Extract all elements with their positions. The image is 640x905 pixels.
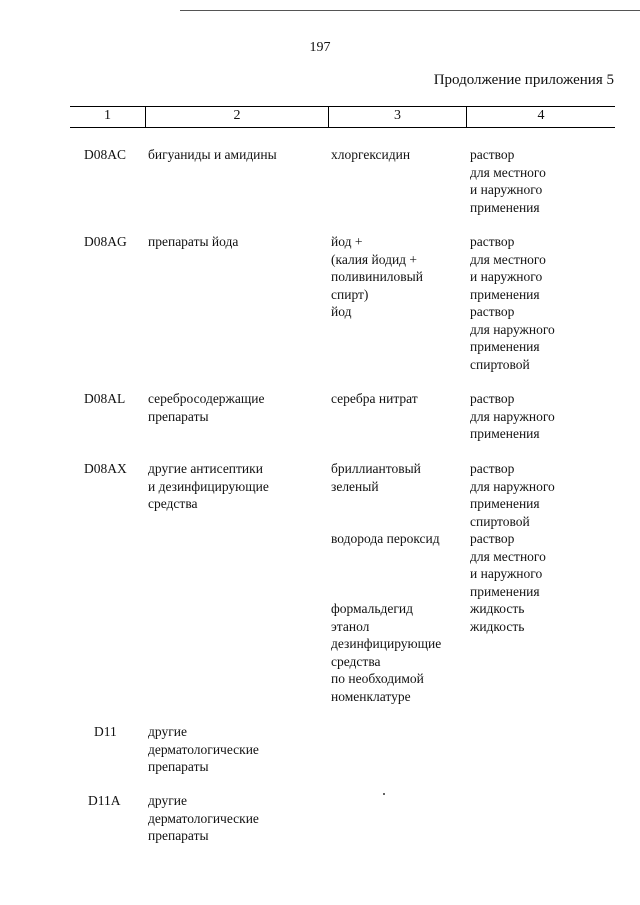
- atc-code: D11A: [88, 793, 121, 808]
- group-name: другие дерматологические препараты: [148, 724, 259, 774]
- substance-name: йод + (калия йодид + поливиниловый спирт) йод: [331, 234, 423, 319]
- atc-code: D08AG: [84, 234, 127, 249]
- group-name: другие дерматологические препараты: [148, 793, 259, 843]
- continuation-label: Продолжение приложения 5: [433, 72, 614, 88]
- dosage-form: раствор для местного и наружного применения: [470, 531, 546, 599]
- dosage-form: раствор для местного и наружного применения: [470, 147, 546, 215]
- substance-name: хлоргексидин: [331, 147, 411, 162]
- dosage-form: раствор для местного и наружного применения раствор для наружного применения спиртовой: [470, 234, 555, 372]
- substance-name: формальдегид этанол дезинфицирующие средства по необходимой номенклатуре: [331, 601, 442, 704]
- atc-code: D11: [94, 724, 117, 739]
- group-name: бигуаниды и амидины: [148, 147, 277, 162]
- dosage-form: раствор для наружного применения: [470, 391, 555, 441]
- header-col-1: 1: [104, 108, 111, 123]
- dosage-form: раствор для наружного применения спиртовой: [470, 461, 555, 529]
- header-col-2: 2: [233, 108, 241, 123]
- substance-name: серебра нитрат: [331, 391, 418, 406]
- group-name: другие антисептики и дезинфицирующие средства: [148, 461, 269, 511]
- page-number: 197: [309, 40, 331, 55]
- dosage-form: жидкость жидкость: [470, 601, 525, 634]
- atc-code: D08AX: [84, 461, 127, 476]
- substance-name: водорода пероксид: [331, 531, 440, 546]
- header-col-3: 3: [394, 108, 401, 123]
- header-col-4: 4: [537, 108, 545, 123]
- group-name: серебросодержащие препараты: [148, 391, 265, 424]
- top-rule: [180, 10, 640, 11]
- atc-code: D08AL: [84, 391, 126, 406]
- substance-name: бриллиантовый зеленый: [331, 461, 421, 494]
- header-bottom-rule: [70, 127, 615, 128]
- atc-code: D08AC: [84, 147, 127, 162]
- header-top-rule: [70, 106, 615, 107]
- group-name: препараты йода: [148, 234, 239, 249]
- scan-speck: [383, 793, 385, 795]
